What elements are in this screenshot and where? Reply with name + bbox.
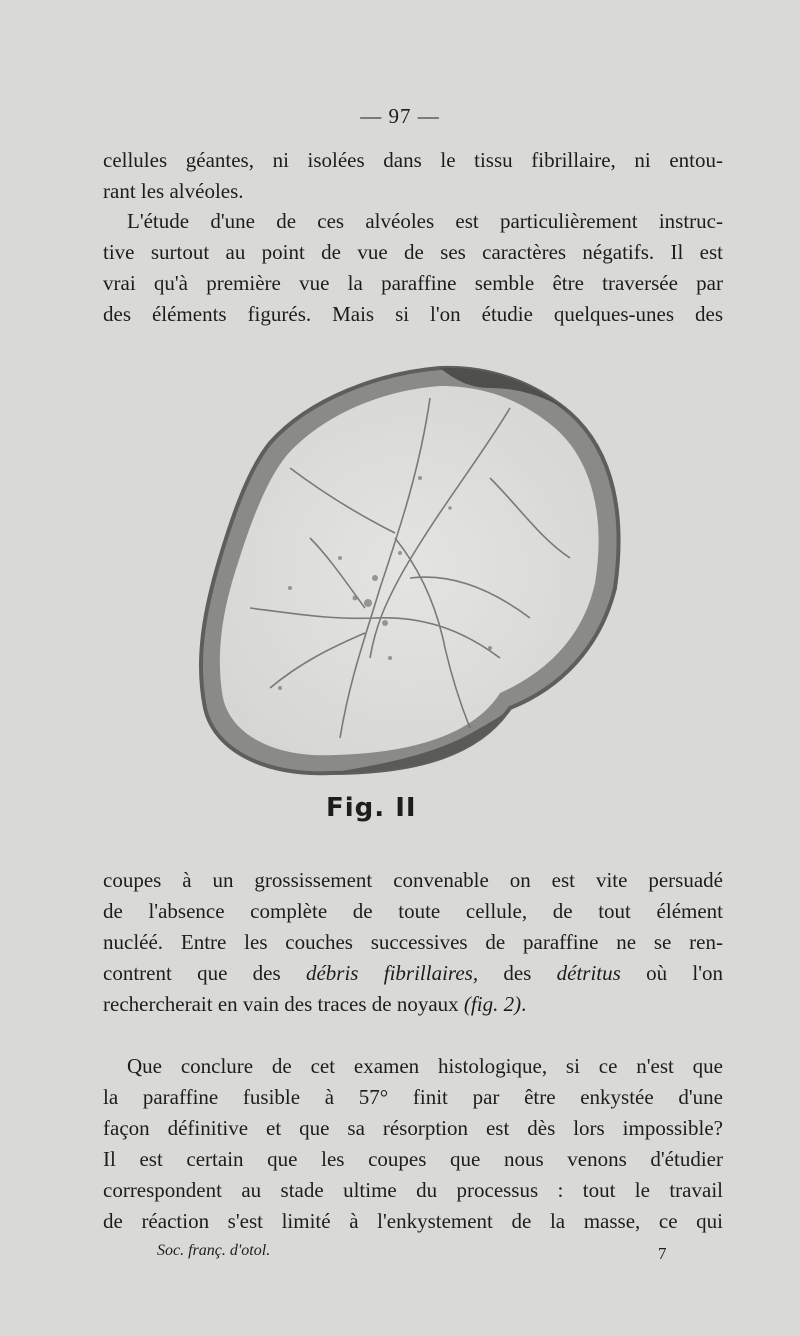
text-line: Il est certain que les coupes que nous venons d'étudier <box>103 1147 723 1171</box>
text-line: de réaction s'est limité à l'enkystement de la masse, ce qui <box>103 1209 723 1233</box>
text-fragment: contrent que des <box>103 961 306 985</box>
italic-term: débris fibrillaires, <box>305 961 479 985</box>
text-fragment: des <box>478 961 557 985</box>
signature-number: 7 <box>658 1244 667 1263</box>
text-line: la paraffine fusible à 57° finit par être enkystée d'une <box>103 1085 723 1109</box>
paragraph-continuation <box>103 145 723 207</box>
figure-reference: (fig. 2) <box>463 992 522 1016</box>
text-fragment: . <box>521 992 527 1016</box>
text-line: de l'absence complète de toute cellule, de tout élément <box>103 899 723 923</box>
page-number: — 97 — <box>360 104 440 128</box>
text-line: coupes à un grossissement convenable on est vite persuadé <box>103 868 723 892</box>
text-line: vrai qu'à première vue la paraffine semble être traversée par <box>103 271 723 295</box>
histology-section-figure <box>190 358 630 798</box>
text-line <box>103 989 723 1020</box>
text-line: rant les alvéoles. <box>103 179 244 203</box>
text-line: correspondent au stade ultime du processus : tout le travail <box>103 1178 723 1202</box>
text-line: nucléé. Entre les couches successives de paraffine ne se ren- <box>103 930 723 954</box>
paragraph-cuts <box>103 865 723 1020</box>
text-line: Que conclure de cet examen histologique, si ce n'est que <box>127 1054 723 1078</box>
text-line: des éléments figurés. Mais si l'on étudie quelques-unes des <box>103 302 723 326</box>
text-fragment: rechercherait en vain des traces de noyaux <box>103 992 464 1016</box>
italic-term: détritus <box>556 961 621 985</box>
text-line: façon définitive et que sa résorption est dès lors impossible? <box>103 1116 723 1140</box>
text-line: tive surtout au point de vue de ses caractères négatifs. Il est <box>103 240 723 264</box>
journal-signature: Soc. franç. d'otol. <box>157 1242 271 1259</box>
paragraph-conclusion <box>103 1051 723 1237</box>
text-line: cellules géantes, ni isolées dans le tissu fibrillaire, ni entou- <box>103 148 723 172</box>
text-line: L'étude d'une de ces alvéoles est particulièrement instruc- <box>127 209 723 233</box>
text-fragment: où l'on <box>620 961 723 985</box>
figure-caption: Fig. II <box>326 793 417 823</box>
paragraph-alveole-study <box>103 206 723 330</box>
text-line <box>103 958 723 989</box>
